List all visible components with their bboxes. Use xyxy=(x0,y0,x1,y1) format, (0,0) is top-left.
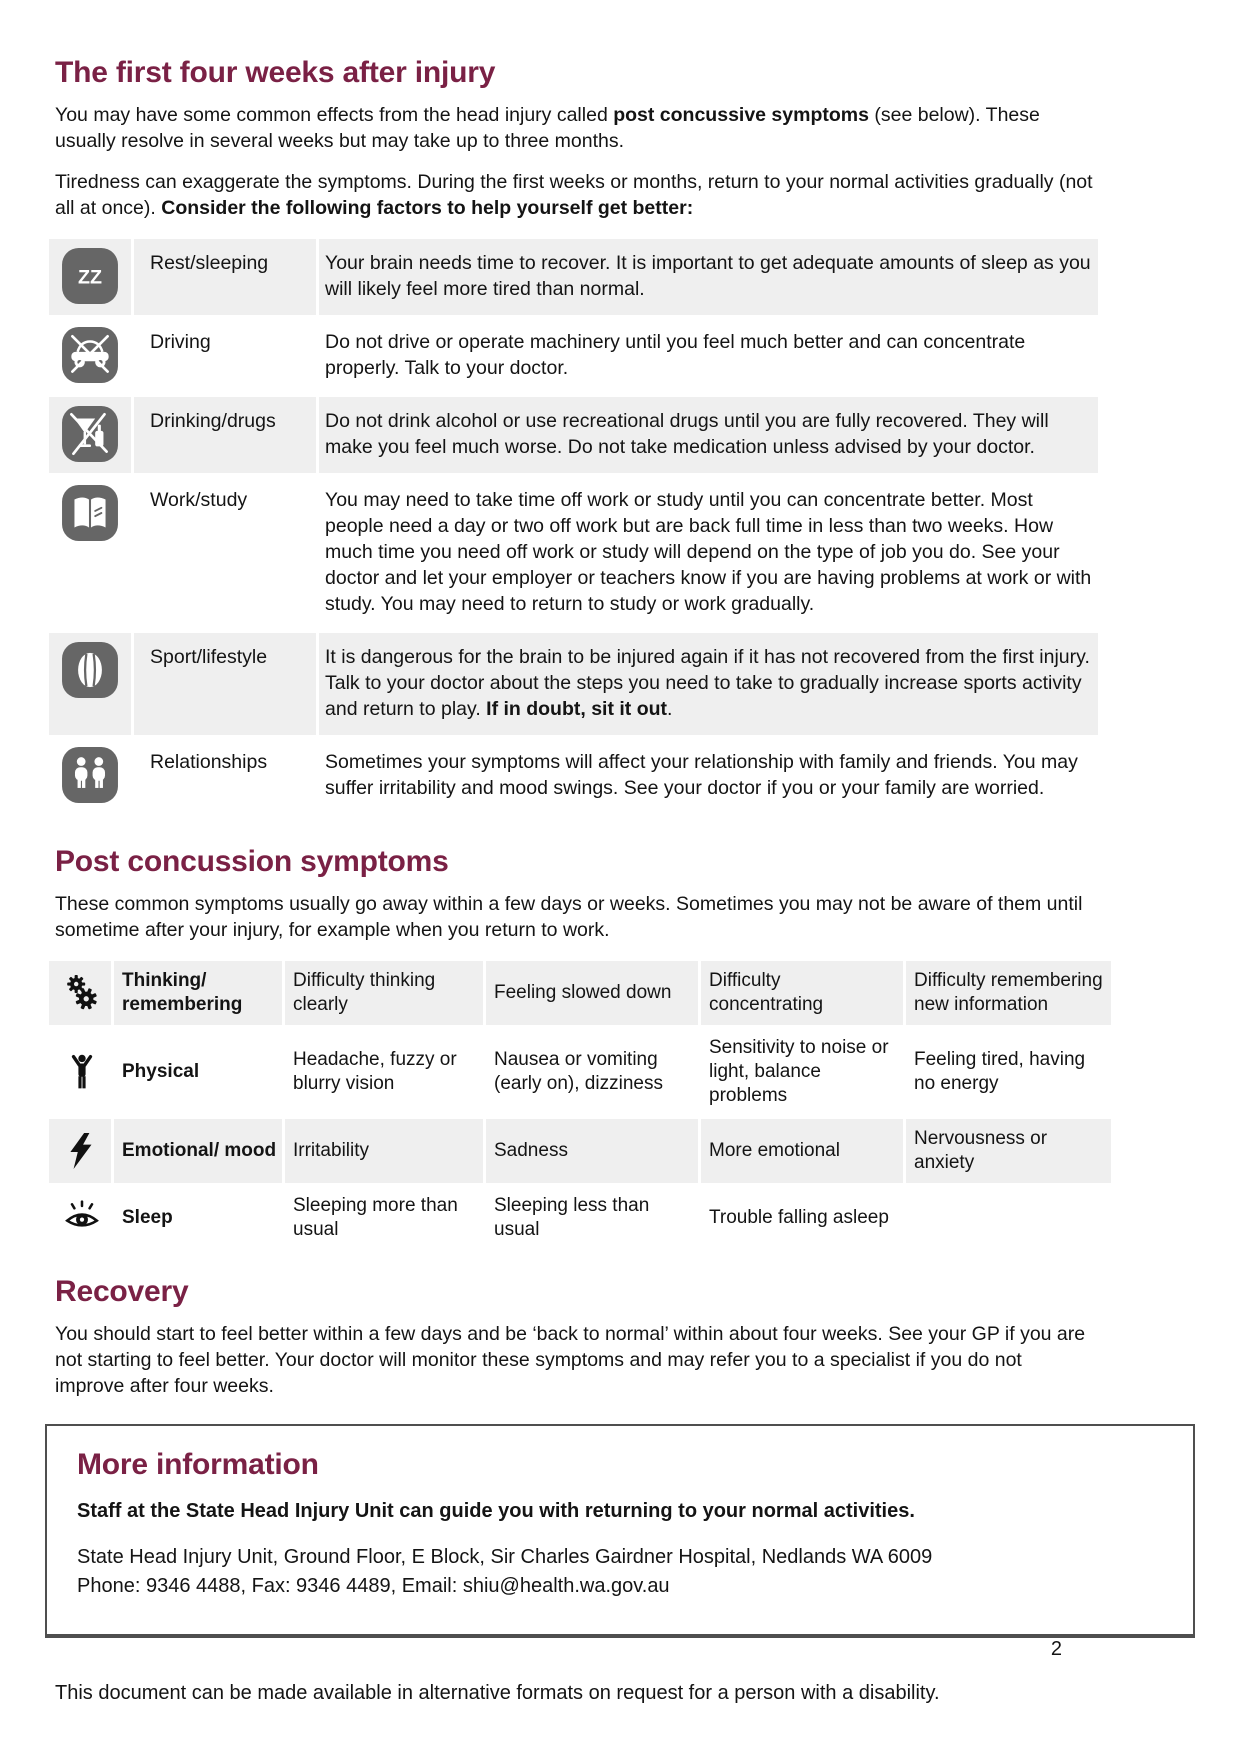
symptom-cell: Sensitivity to noise or light, balance problems xyxy=(701,1028,903,1116)
symptom-cell: Feeling slowed down xyxy=(486,961,698,1025)
symptom-cell: Sleeping more than usual xyxy=(285,1186,483,1250)
symptom-row-emotional xyxy=(49,1119,1111,1183)
factor-text: Do not drink alcohol or use recreational drugs until you are fully recovered. They will make you feel much worse. Do not take medication unless advised by your doctor. xyxy=(319,397,1098,473)
symptom-cell: More emotional xyxy=(701,1119,903,1183)
post-concussion-intro: These common symptoms usually go away within a few days or weeks. Sometimes you may not be aware of them until sometime after your injury, for example when you return to work. xyxy=(55,893,1083,941)
zz-sleep-icon xyxy=(61,247,119,305)
intro-paragraph-2: Tiredness can exaggerate the symptoms. During the first weeks or months, return to your normal activities gradually (not all at once). Consider the following factors to help yourself get better: xyxy=(55,171,1093,219)
no-alcohol-drugs-icon xyxy=(61,405,119,463)
factor-row-sport xyxy=(49,633,1098,735)
factor-label: Work/study xyxy=(134,476,316,630)
symptom-cell: Irritability xyxy=(285,1119,483,1183)
factor-text: You may need to take time off work or study until you can concentrate better. Most people need a day or two off work but are back full time in less than two weeks. How much time you need off work or study will depend on the type of job you do. See your doctor and let your employer or teachers know if you are having problems at work or with study. You may need to return to study or work gradually. xyxy=(319,476,1098,630)
eye-icon xyxy=(63,1199,101,1237)
symptom-row-thinking xyxy=(49,961,1111,1025)
open-book-icon xyxy=(61,484,119,542)
person-arms-up-icon xyxy=(63,1053,101,1091)
factor-label: Rest/sleeping xyxy=(134,239,316,315)
symptom-row-physical xyxy=(49,1028,1111,1116)
symptom-cell: Headache, fuzzy or blurry vision xyxy=(285,1028,483,1116)
symptom-row-sleep xyxy=(49,1186,1111,1250)
symptom-category: Thinking/ remembering xyxy=(114,961,282,1025)
sit-it-out-bold: If in doubt, sit it out xyxy=(486,698,668,720)
symptom-cell: Sadness xyxy=(486,1119,698,1183)
symptom-category: Physical xyxy=(114,1028,282,1116)
symptom-category: Sleep xyxy=(114,1186,282,1250)
section-title-recovery: Recovery xyxy=(55,1275,189,1308)
factor-label: Relationships xyxy=(134,738,316,814)
factor-label: Driving xyxy=(134,318,316,394)
symptom-cell: Difficulty concentrating xyxy=(701,961,903,1025)
section-title-more-information: More information xyxy=(77,1448,319,1481)
post-concussive-symptoms-bold: post concussive symptoms xyxy=(613,104,869,126)
lightning-icon xyxy=(63,1132,101,1170)
symptom-category: Emotional/ mood xyxy=(114,1119,282,1183)
factor-label: Drinking/drugs xyxy=(134,397,316,473)
gears-icon xyxy=(63,974,101,1012)
symptom-cell: Sleeping less than usual xyxy=(486,1186,698,1250)
factor-text: It is dangerous for the brain to be injured again if it has not recovered from the first injury. Talk to your doctor about the steps you need to take to gradually increase sports activity and return to play. If in doubt, sit it out. xyxy=(319,633,1098,735)
section-title-post-concussion: Post concussion symptoms xyxy=(55,845,449,878)
symptom-cell xyxy=(906,1186,1111,1250)
symptom-cell: Trouble falling asleep xyxy=(701,1186,903,1250)
page-number: 2 xyxy=(1050,1638,1062,1660)
section-title-first-four-weeks: The first four weeks after injury xyxy=(55,56,496,89)
symptom-cell: Difficulty thinking clearly xyxy=(285,961,483,1025)
more-info-box xyxy=(45,1424,1195,1638)
sport-ball-icon xyxy=(61,641,119,699)
symptom-cell: Nervousness or anxiety xyxy=(906,1119,1111,1183)
symptoms-table xyxy=(46,958,1114,1253)
svg-text:ZZ: ZZ xyxy=(77,266,103,289)
factor-text: Sometimes your symptoms will affect your relationship with family and friends. You may suffer irritability and mood swings. See your doctor if you or your family are worried. xyxy=(319,738,1098,814)
no-driving-icon xyxy=(61,326,119,384)
factor-label: Sport/lifestyle xyxy=(134,633,316,735)
factor-text: Your brain needs time to recover. It is important to get adequate amounts of sleep as you will likely feel more tired than normal. xyxy=(319,239,1098,315)
factor-row-relationships xyxy=(49,738,1098,814)
symptom-cell: Difficulty remembering new information xyxy=(906,961,1111,1025)
people-icon xyxy=(61,746,119,804)
consider-factors-bold: Consider the following factors to help yourself get better: xyxy=(161,197,694,219)
factors-table xyxy=(46,236,1101,817)
factor-row-work-study xyxy=(49,476,1098,630)
symptom-cell: Feeling tired, having no energy xyxy=(906,1028,1111,1116)
factor-row-drinking xyxy=(49,397,1098,473)
accessibility-footnote: This document can be made available in alternative formats on request for a person with a disability. xyxy=(55,1682,940,1704)
recovery-paragraph: You should start to feel better within a few days and be ‘back to normal’ within about four weeks. See your GP if you are not starting to feel better. Your doctor will monitor these symptoms and may refer you to a specialist if you do not improve after four weeks. xyxy=(55,1323,1086,1397)
factor-row-rest xyxy=(49,239,1098,315)
factor-row-driving xyxy=(49,318,1098,394)
more-info-address: State Head Injury Unit, Ground Floor, E Block, Sir Charles Gairdner Hospital, Nedlands WA 6009 xyxy=(77,1546,933,1568)
more-info-contact: Phone: 9346 4488, Fax: 9346 4489, Email: shiu@health.wa.gov.au xyxy=(77,1575,670,1597)
more-info-lead: Staff at the State Head Injury Unit can guide you with returning to your normal activities. xyxy=(77,1500,915,1522)
factor-text: Do not drive or operate machinery until you feel much better and can concentrate properly. Talk to your doctor. xyxy=(319,318,1098,394)
intro-paragraph-1: You may have some common effects from the head injury called post concussive symptoms (see below). These usually resolve in several weeks but may take up to three months. xyxy=(55,104,1040,152)
symptom-cell: Nausea or vomiting (early on), dizziness xyxy=(486,1028,698,1116)
